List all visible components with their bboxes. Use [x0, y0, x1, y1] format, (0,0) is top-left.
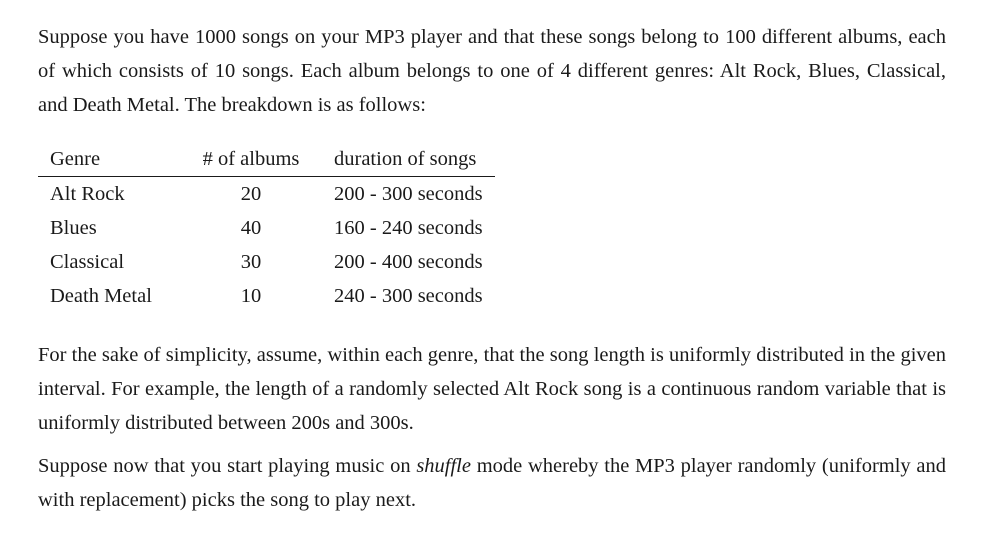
header-albums: # of albums — [180, 142, 322, 177]
cell-albums: 20 — [240, 182, 262, 205]
header-duration: duration of songs — [322, 142, 495, 177]
cell-albums: 30 — [240, 250, 262, 273]
cell-duration: 200 - 300 seconds — [334, 182, 483, 205]
table-header-row — [38, 142, 495, 177]
table-row — [38, 211, 495, 245]
table-row — [38, 245, 495, 279]
cell-albums: 10 — [240, 284, 262, 307]
shuffle-text-before: Suppose now that you start playing music on — [38, 455, 417, 477]
intro-paragraph: Suppose you have 1000 songs on your MP3 player and that these songs belong to 100 different albums, each of which consists of 10 songs. Each album belongs to one of 4 different genres: Alt Rock, Blues, Classical, and Death Metal. The breakdown is as follows: — [38, 26, 946, 116]
header-genre: Genre — [38, 142, 180, 177]
document-page — [38, 20, 946, 517]
genre-breakdown-table — [38, 142, 495, 313]
shuffle-paragraph — [38, 449, 946, 517]
table-row — [38, 279, 495, 313]
table-row — [38, 177, 495, 212]
cell-genre: Death Metal — [50, 284, 152, 307]
cell-genre: Alt Rock — [50, 182, 125, 205]
shuffle-emphasis: shuffle — [416, 455, 471, 477]
cell-duration: 240 - 300 seconds — [334, 284, 483, 307]
assumption-paragraph: For the sake of simplicity, assume, within each genre, that the song length is uniformly distributed in the given interval. For example, the length of a randomly selected Alt Rock song is a continuous random variable that is uniformly distributed between 200s and 300s. — [38, 344, 946, 434]
cell-duration: 200 - 400 seconds — [334, 250, 483, 273]
shuffle-text-after: mode whereby the MP3 player randomly (uniformly and with replacement) picks the song to play next. — [38, 455, 947, 511]
cell-genre: Blues — [50, 216, 97, 239]
cell-duration: 160 - 240 seconds — [334, 216, 483, 239]
cell-genre: Classical — [50, 250, 125, 273]
cell-albums: 40 — [240, 216, 262, 239]
